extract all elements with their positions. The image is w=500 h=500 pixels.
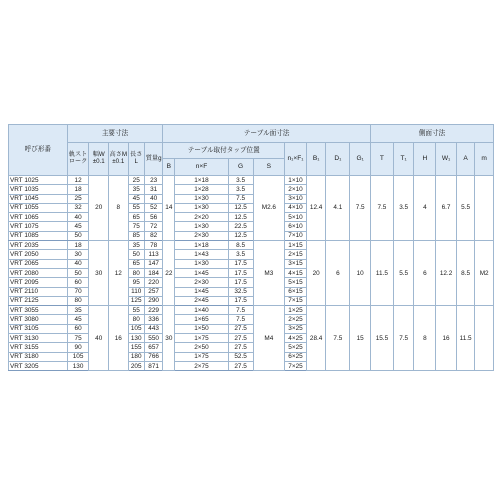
nf-cell: 2×20 <box>175 213 228 222</box>
mass-cell: 550 <box>144 334 163 343</box>
header-h: H <box>414 143 436 176</box>
s-cell: M3 <box>253 241 285 306</box>
g-cell: 17.5 <box>228 296 253 305</box>
header-mass: 質量g <box>144 143 163 176</box>
n1f1-cell: 3×10 <box>285 194 307 203</box>
stroke-cell: 45 <box>67 222 89 231</box>
header-main-dims: 主要寸法 <box>67 125 163 143</box>
t-cell: 7.5 <box>371 176 394 241</box>
header-stroke: 軌ストローク <box>67 143 89 176</box>
mass-cell: 220 <box>144 278 163 287</box>
b-cell: 22 <box>163 241 175 306</box>
length-cell: 110 <box>128 287 144 296</box>
n1f1-cell: 1×15 <box>285 241 307 250</box>
g-cell: 7.5 <box>228 315 253 324</box>
g-cell: 12.5 <box>228 213 253 222</box>
m-cell: M2 <box>475 241 494 306</box>
length-cell: 35 <box>128 185 144 194</box>
mass-cell: 290 <box>144 296 163 305</box>
stroke-cell: 40 <box>67 213 89 222</box>
header-width: 幅W±0.1 <box>89 143 109 176</box>
g-cell: 27.5 <box>228 334 253 343</box>
b-cell: 14 <box>163 176 175 241</box>
g-cell: 17.5 <box>228 259 253 268</box>
a-cell: 5.5 <box>456 176 474 241</box>
n1f1-cell: 2×25 <box>285 315 307 324</box>
stroke-cell: 18 <box>67 241 89 250</box>
width-cell: 30 <box>89 241 109 306</box>
stroke-cell: 18 <box>67 185 89 194</box>
height-cell: 16 <box>109 306 129 371</box>
d1-cell: 7.5 <box>326 306 350 371</box>
n1f1-cell: 3×15 <box>285 259 307 268</box>
mass-cell: 443 <box>144 324 163 333</box>
g-cell: 8.5 <box>228 241 253 250</box>
nf-cell: 1×30 <box>175 259 228 268</box>
n1f1-cell: 6×25 <box>285 352 307 361</box>
stroke-cell: 32 <box>67 203 89 212</box>
nf-cell: 2×50 <box>175 343 228 352</box>
nf-cell: 1×45 <box>175 268 228 277</box>
spec-table-body <box>9 176 494 371</box>
mass-cell: 31 <box>144 185 163 194</box>
table-row <box>9 176 494 185</box>
g1-cell: 15 <box>350 306 371 371</box>
nf-cell: 1×30 <box>175 203 228 212</box>
model-cell: VRT 1055 <box>9 203 68 212</box>
mass-cell: 72 <box>144 222 163 231</box>
length-cell: 55 <box>128 306 144 315</box>
mass-cell: 184 <box>144 268 163 277</box>
n1f1-cell: 2×10 <box>285 185 307 194</box>
mass-cell: 871 <box>144 361 163 370</box>
mass-cell: 40 <box>144 194 163 203</box>
length-cell: 65 <box>128 259 144 268</box>
header-w1: W₁ <box>436 143 457 176</box>
stroke-cell: 12 <box>67 176 89 185</box>
model-cell: VRT 2095 <box>9 278 68 287</box>
g-cell: 32.5 <box>228 287 253 296</box>
header-length: 長さL <box>128 143 144 176</box>
length-cell: 125 <box>128 296 144 305</box>
length-cell: 80 <box>128 268 144 277</box>
length-cell: 155 <box>128 343 144 352</box>
model-cell: VRT 1025 <box>9 176 68 185</box>
mass-cell: 336 <box>144 315 163 324</box>
g-cell: 52.5 <box>228 352 253 361</box>
stroke-cell: 60 <box>67 278 89 287</box>
nf-cell: 1×28 <box>175 185 228 194</box>
header-b1: B₁ <box>306 143 326 176</box>
model-cell: VRT 3205 <box>9 361 68 370</box>
n1f1-cell: 4×15 <box>285 268 307 277</box>
length-cell: 180 <box>128 352 144 361</box>
nf-cell: 1×45 <box>175 287 228 296</box>
g-cell: 12.5 <box>228 203 253 212</box>
header-tap-position: テーブル取付タップ位置 <box>163 143 285 159</box>
model-cell: VRT 1085 <box>9 231 68 240</box>
stroke-cell: 130 <box>67 361 89 370</box>
model-cell: VRT 2080 <box>9 268 68 277</box>
n1f1-cell: 7×15 <box>285 296 307 305</box>
length-cell: 45 <box>128 194 144 203</box>
header-d1: D₁ <box>326 143 350 176</box>
length-cell: 35 <box>128 241 144 250</box>
w1-cell: 6.7 <box>436 176 457 241</box>
g1-cell: 7.5 <box>350 176 371 241</box>
a-cell: 11.5 <box>456 306 474 371</box>
header-m: m <box>475 143 494 176</box>
model-cell: VRT 1065 <box>9 213 68 222</box>
model-cell: VRT 1075 <box>9 222 68 231</box>
n1f1-cell: 5×25 <box>285 343 307 352</box>
table-row <box>9 306 494 315</box>
m-cell <box>475 306 494 371</box>
n1f1-cell: 5×15 <box>285 278 307 287</box>
h-cell: 4 <box>414 176 436 241</box>
model-cell: VRT 1035 <box>9 185 68 194</box>
g-cell: 3.5 <box>228 176 253 185</box>
header-table-dims: テーブル面寸法 <box>163 125 371 143</box>
d1-cell: 4.1 <box>326 176 350 241</box>
mass-cell: 257 <box>144 287 163 296</box>
t1-cell: 3.5 <box>393 176 414 241</box>
stroke-cell: 105 <box>67 352 89 361</box>
stroke-cell: 90 <box>67 343 89 352</box>
model-cell: VRT 2050 <box>9 250 68 259</box>
stroke-cell: 40 <box>67 259 89 268</box>
n1f1-cell: 6×10 <box>285 222 307 231</box>
height-cell: 8 <box>109 176 129 241</box>
n1f1-cell: 1×10 <box>285 176 307 185</box>
t1-cell: 5.5 <box>393 241 414 306</box>
n1f1-cell: 4×25 <box>285 334 307 343</box>
g-cell: 7.5 <box>228 306 253 315</box>
stroke-cell: 50 <box>67 268 89 277</box>
nf-cell: 2×30 <box>175 278 228 287</box>
g-cell: 17.5 <box>228 278 253 287</box>
length-cell: 95 <box>128 278 144 287</box>
stroke-cell: 30 <box>67 250 89 259</box>
length-cell: 65 <box>128 213 144 222</box>
header-g: G <box>228 159 253 176</box>
n1f1-cell: 1×25 <box>285 306 307 315</box>
model-cell: VRT 3080 <box>9 315 68 324</box>
table-row <box>9 241 494 250</box>
s-cell: M4 <box>253 306 285 371</box>
g-cell: 7.5 <box>228 194 253 203</box>
nf-cell: 1×40 <box>175 306 228 315</box>
g-cell: 3.5 <box>228 185 253 194</box>
nf-cell: 2×75 <box>175 361 228 370</box>
stroke-cell: 50 <box>67 231 89 240</box>
model-cell: VRT 3055 <box>9 306 68 315</box>
nf-cell: 1×75 <box>175 334 228 343</box>
n1f1-cell: 3×25 <box>285 324 307 333</box>
stroke-cell: 80 <box>67 296 89 305</box>
g-cell: 3.5 <box>228 250 253 259</box>
mass-cell: 52 <box>144 203 163 212</box>
header-nf: n×F <box>175 159 228 176</box>
mass-cell: 23 <box>144 176 163 185</box>
nf-cell: 1×18 <box>175 176 228 185</box>
t-cell: 11.5 <box>371 241 394 306</box>
header-a: A <box>456 143 474 176</box>
t-cell: 15.5 <box>371 306 394 371</box>
mass-cell: 657 <box>144 343 163 352</box>
length-cell: 130 <box>128 334 144 343</box>
nf-cell: 2×45 <box>175 296 228 305</box>
header-g1: G₁ <box>350 143 371 176</box>
length-cell: 50 <box>128 250 144 259</box>
mass-cell: 78 <box>144 241 163 250</box>
n1f1-cell: 4×10 <box>285 203 307 212</box>
h-cell: 8 <box>414 306 436 371</box>
t1-cell: 7.5 <box>393 306 414 371</box>
mass-cell: 766 <box>144 352 163 361</box>
length-cell: 25 <box>128 176 144 185</box>
mass-cell: 229 <box>144 306 163 315</box>
model-cell: VRT 2110 <box>9 287 68 296</box>
g-cell: 17.5 <box>228 268 253 277</box>
n1f1-cell: 7×25 <box>285 361 307 370</box>
g-cell: 27.5 <box>228 343 253 352</box>
nf-cell: 1×18 <box>175 241 228 250</box>
h-cell: 6 <box>414 241 436 306</box>
nf-cell: 1×50 <box>175 324 228 333</box>
length-cell: 55 <box>128 203 144 212</box>
header-n1f1: n₁×F₁ <box>285 143 307 176</box>
model-cell: VRT 2065 <box>9 259 68 268</box>
model-cell: VRT 3105 <box>9 324 68 333</box>
nf-cell: 1×43 <box>175 250 228 259</box>
height-cell: 12 <box>109 241 129 306</box>
g1-cell: 10 <box>350 241 371 306</box>
header-s: S <box>253 159 285 176</box>
a-cell: 8.5 <box>456 241 474 306</box>
n1f1-cell: 2×15 <box>285 250 307 259</box>
model-cell: VRT 3180 <box>9 352 68 361</box>
width-cell: 40 <box>89 306 109 371</box>
model-cell: VRT 2125 <box>9 296 68 305</box>
nf-cell: 2×30 <box>175 231 228 240</box>
s-cell: M2.6 <box>253 176 285 241</box>
nf-cell: 1×30 <box>175 194 228 203</box>
stroke-cell: 35 <box>67 306 89 315</box>
b1-cell: 28.4 <box>306 306 326 371</box>
model-cell: VRT 3155 <box>9 343 68 352</box>
mass-cell: 56 <box>144 213 163 222</box>
n1f1-cell: 6×15 <box>285 287 307 296</box>
header-b: B <box>163 159 175 176</box>
stroke-cell: 60 <box>67 324 89 333</box>
b-cell: 30 <box>163 306 175 371</box>
header-side-dims: 側面寸法 <box>371 125 494 143</box>
spec-table <box>8 124 494 371</box>
b1-cell: 12.4 <box>306 176 326 241</box>
n1f1-cell: 5×10 <box>285 213 307 222</box>
stroke-cell: 25 <box>67 194 89 203</box>
length-cell: 75 <box>128 222 144 231</box>
d1-cell: 6 <box>326 241 350 306</box>
stroke-cell: 70 <box>67 287 89 296</box>
nf-cell: 1×65 <box>175 315 228 324</box>
mass-cell: 82 <box>144 231 163 240</box>
g-cell: 27.5 <box>228 361 253 370</box>
mass-cell: 147 <box>144 259 163 268</box>
header-name: 呼び形番 <box>9 125 68 176</box>
header-t: T <box>371 143 394 176</box>
g-cell: 27.5 <box>228 324 253 333</box>
stroke-cell: 45 <box>67 315 89 324</box>
width-cell: 20 <box>89 176 109 241</box>
model-cell: VRT 1045 <box>9 194 68 203</box>
stroke-cell: 75 <box>67 334 89 343</box>
b1-cell: 20 <box>306 241 326 306</box>
length-cell: 80 <box>128 315 144 324</box>
length-cell: 105 <box>128 324 144 333</box>
nf-cell: 1×75 <box>175 352 228 361</box>
g-cell: 22.5 <box>228 222 253 231</box>
m-cell <box>475 176 494 241</box>
header-height: 高さM±0.1 <box>109 143 129 176</box>
w1-cell: 12.2 <box>436 241 457 306</box>
w1-cell: 16 <box>436 306 457 371</box>
n1f1-cell: 7×10 <box>285 231 307 240</box>
model-cell: VRT 2035 <box>9 241 68 250</box>
g-cell: 12.5 <box>228 231 253 240</box>
nf-cell: 1×30 <box>175 222 228 231</box>
length-cell: 205 <box>128 361 144 370</box>
mass-cell: 113 <box>144 250 163 259</box>
header-t1: T₁ <box>393 143 414 176</box>
model-cell: VRT 3130 <box>9 334 68 343</box>
length-cell: 85 <box>128 231 144 240</box>
